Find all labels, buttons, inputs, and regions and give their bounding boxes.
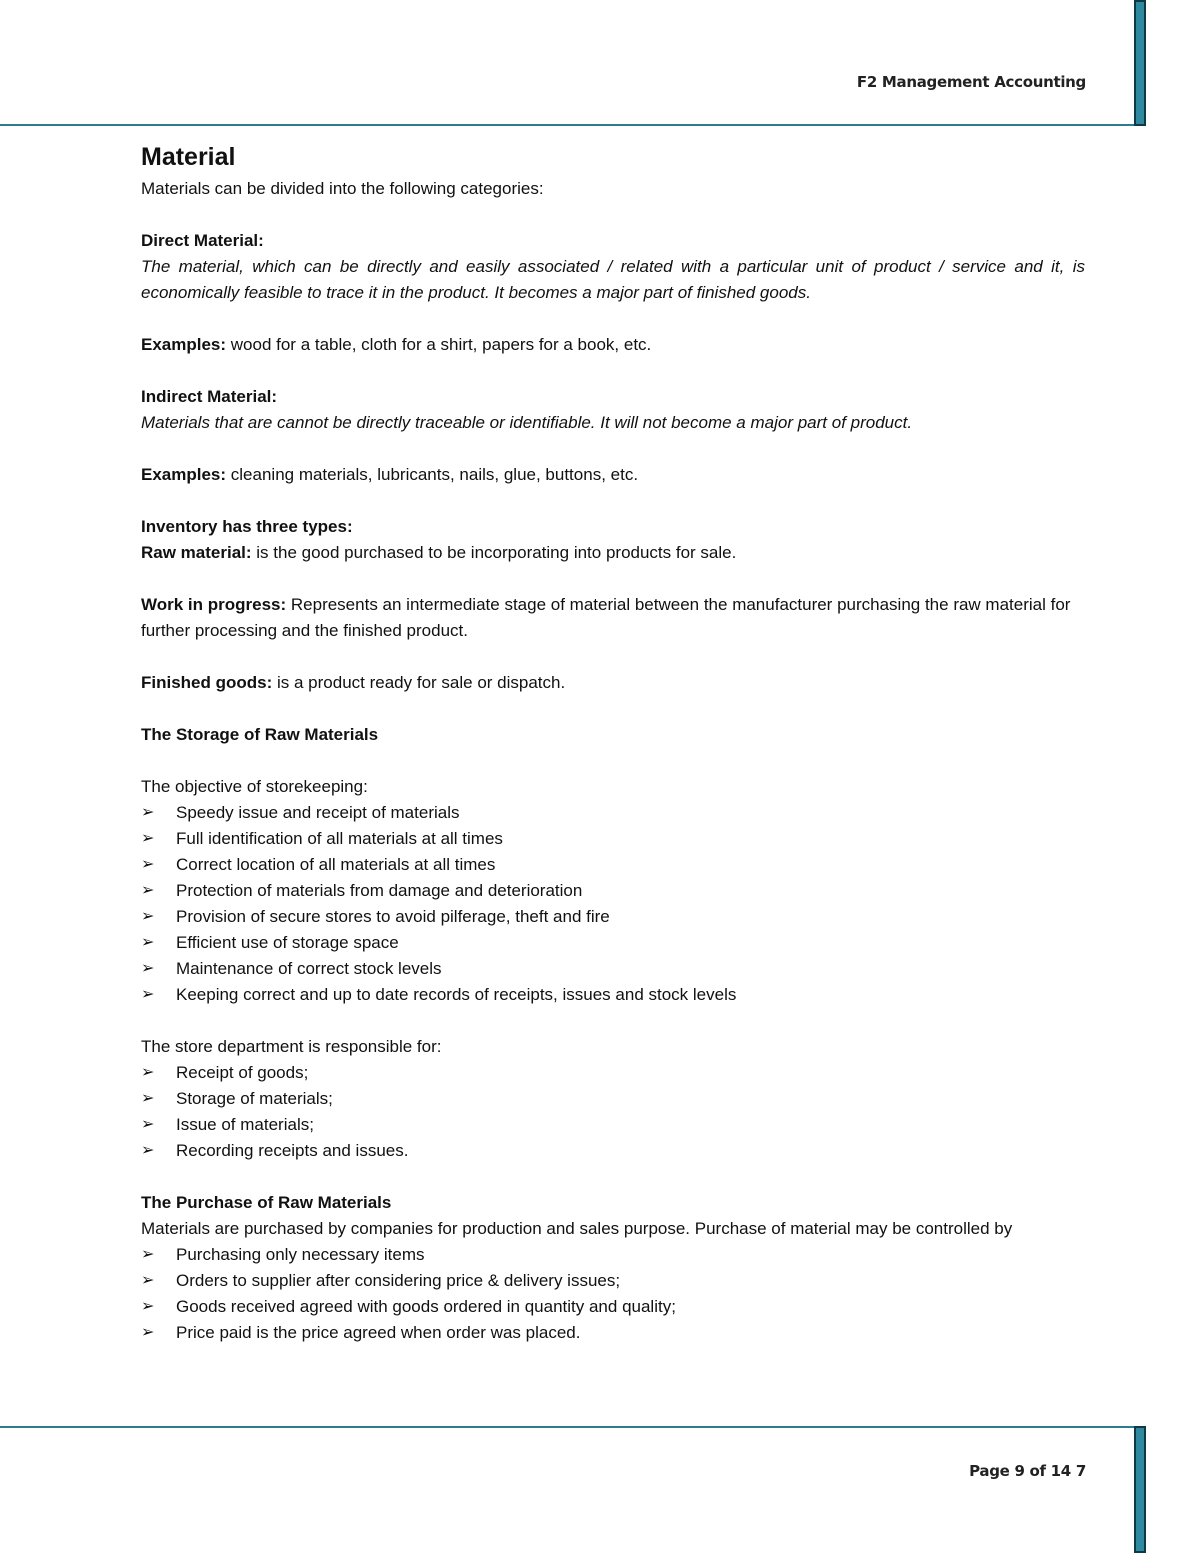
examples-label: Examples: — [141, 335, 227, 354]
page-title: Material — [141, 143, 236, 171]
document-body — [141, 142, 1085, 1346]
list-item — [141, 982, 1085, 1008]
list-item — [141, 1138, 1085, 1164]
list-item-text: Protection of materials from damage and deterioration — [176, 881, 583, 900]
list-item-text: Recording receipts and issues. — [176, 1141, 409, 1160]
list-item — [141, 826, 1085, 852]
arrow-bullet-icon: ➢ — [141, 856, 155, 873]
indirect-material-definition: Materials that are cannot be directly traceable or identifiable. It will not become a major part of product. — [141, 413, 913, 432]
arrow-bullet-icon: ➢ — [141, 1090, 155, 1107]
store-responsibility-intro: The store department is responsible for: — [141, 1037, 442, 1056]
examples-text: cleaning materials, lubricants, nails, glue, buttons, etc. — [226, 465, 639, 484]
arrow-bullet-icon: ➢ — [141, 1142, 155, 1159]
list-item-text: Price paid is the price agreed when order was placed. — [176, 1323, 581, 1342]
examples-text: wood for a table, cloth for a shirt, papers for a book, etc. — [226, 335, 652, 354]
header-accent-bar — [1134, 0, 1146, 126]
arrow-bullet-icon: ➢ — [141, 934, 155, 951]
arrow-bullet-icon: ➢ — [141, 1298, 155, 1315]
purchase-controls-list — [141, 1242, 1085, 1346]
arrow-bullet-icon: ➢ — [141, 986, 155, 1003]
list-item-text: Provision of secure stores to avoid pilferage, theft and fire — [176, 907, 610, 926]
direct-material-heading: Direct Material: — [141, 231, 264, 250]
list-item-text: Goods received agreed with goods ordered in quantity and quality; — [176, 1297, 676, 1316]
list-item-text: Correct location of all materials at all times — [176, 855, 496, 874]
list-item — [141, 1060, 1085, 1086]
list-item-text: Orders to supplier after considering price & delivery issues; — [176, 1271, 621, 1290]
list-item — [141, 878, 1085, 904]
intro-paragraph: Materials can be divided into the following categories: — [141, 179, 544, 198]
indirect-material-examples — [141, 462, 1085, 488]
raw-material-label: Raw material: — [141, 543, 252, 562]
storage-heading: The Storage of Raw Materials — [141, 725, 379, 744]
page-number: Page 9 of 14 7 — [969, 1462, 1086, 1480]
list-item — [141, 1320, 1085, 1346]
list-item-text: Speedy issue and receipt of materials — [176, 803, 460, 822]
examples-label: Examples: — [141, 465, 227, 484]
purchase-intro: Materials are purchased by companies for production and sales purpose. Purchase of material may be controlled by — [141, 1219, 1013, 1238]
arrow-bullet-icon: ➢ — [141, 960, 155, 977]
list-item — [141, 1268, 1085, 1294]
list-item-text: Maintenance of correct stock levels — [176, 959, 442, 978]
list-item-text: Purchasing only necessary items — [176, 1245, 425, 1264]
list-item — [141, 800, 1085, 826]
list-item — [141, 1112, 1085, 1138]
finished-goods-text: is a product ready for sale or dispatch. — [272, 673, 566, 692]
arrow-bullet-icon: ➢ — [141, 1064, 155, 1081]
direct-material-examples — [141, 332, 1085, 358]
arrow-bullet-icon: ➢ — [141, 1324, 155, 1341]
list-item — [141, 904, 1085, 930]
list-item-text: Efficient use of storage space — [176, 933, 399, 952]
work-in-progress-paragraph — [141, 592, 1085, 644]
storekeeping-objectives-list — [141, 800, 1085, 1008]
inventory-heading: Inventory has three types: — [141, 517, 353, 536]
list-item — [141, 852, 1085, 878]
arrow-bullet-icon: ➢ — [141, 804, 155, 821]
list-item-text: Receipt of goods; — [176, 1063, 309, 1082]
arrow-bullet-icon: ➢ — [141, 830, 155, 847]
storekeeping-objective-intro: The objective of storekeeping: — [141, 777, 368, 796]
arrow-bullet-icon: ➢ — [141, 1246, 155, 1263]
store-responsibilities-list — [141, 1060, 1085, 1164]
footer-rule — [0, 1426, 1135, 1428]
header-rule — [0, 124, 1135, 126]
arrow-bullet-icon: ➢ — [141, 882, 155, 899]
list-item — [141, 1294, 1085, 1320]
raw-material-paragraph — [141, 540, 1085, 566]
footer-accent-bar — [1134, 1426, 1146, 1553]
list-item — [141, 1086, 1085, 1112]
running-header-title: F2 Management Accounting — [856, 73, 1086, 91]
work-in-progress-text: Represents an intermediate stage of material between the manufacturer purchasing the raw material for further processing and the finished product. — [141, 595, 1071, 640]
finished-goods-paragraph — [141, 670, 1085, 696]
list-item-text: Keeping correct and up to date records of receipts, issues and stock levels — [176, 985, 737, 1004]
list-item-text: Storage of materials; — [176, 1089, 333, 1108]
purchase-heading: The Purchase of Raw Materials — [141, 1193, 392, 1212]
list-item-text: Issue of materials; — [176, 1115, 314, 1134]
arrow-bullet-icon: ➢ — [141, 908, 155, 925]
raw-material-text: is the good purchased to be incorporating into products for sale. — [251, 543, 737, 562]
list-item — [141, 1242, 1085, 1268]
arrow-bullet-icon: ➢ — [141, 1116, 155, 1133]
indirect-material-heading: Indirect Material: — [141, 387, 278, 406]
work-in-progress-label: Work in progress: — [141, 595, 287, 614]
list-item — [141, 956, 1085, 982]
finished-goods-label: Finished goods: — [141, 673, 273, 692]
arrow-bullet-icon: ➢ — [141, 1272, 155, 1289]
direct-material-definition: The material, which can be directly and easily associated / related with a particular unit of product / service and it, is economically feasible to trace it in the product. It becomes a major part of finished goods. — [141, 257, 1085, 302]
list-item — [141, 930, 1085, 956]
list-item-text: Full identification of all materials at all times — [176, 829, 503, 848]
